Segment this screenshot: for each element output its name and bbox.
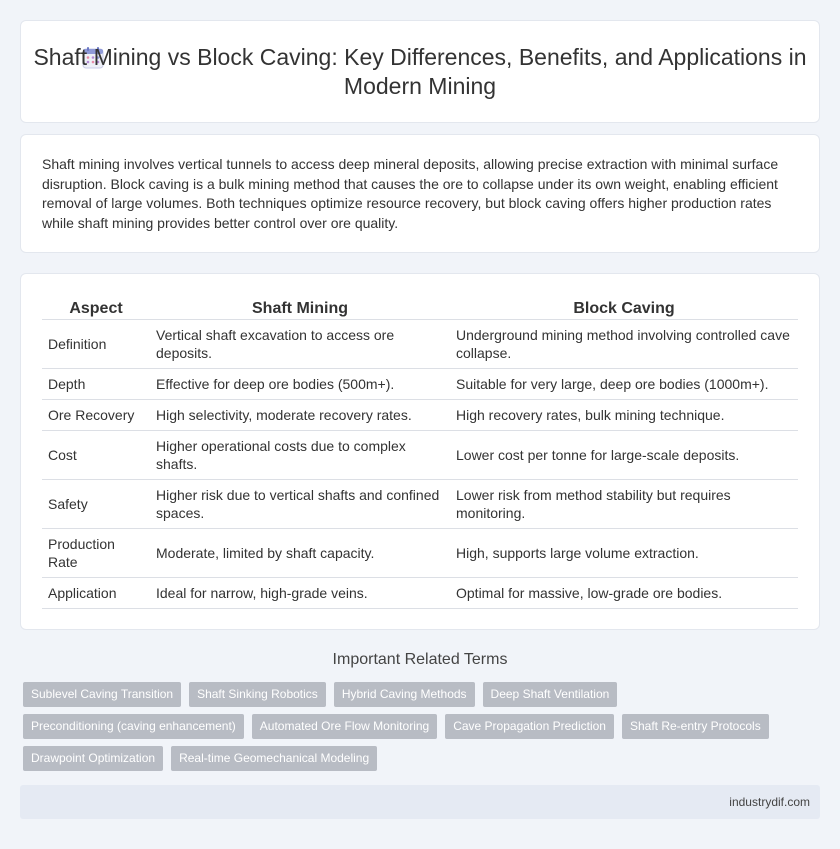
tag-sublevel-caving-transition[interactable]: Sublevel Caving Transition [23, 682, 181, 707]
table-row [42, 399, 798, 430]
cell-block-caving: Suitable for very large, deep ore bodies (1000m+). [450, 368, 798, 399]
cell-shaft-mining: High selectivity, moderate recovery rates. [150, 399, 450, 430]
comparison-card [20, 273, 820, 630]
cell-aspect: Definition [42, 319, 150, 368]
cell-shaft-mining: Moderate, limited by shaft capacity. [150, 528, 450, 577]
tag-shaft-sinking-robotics[interactable]: Shaft Sinking Robotics [189, 682, 326, 707]
tag-row [23, 682, 803, 714]
tag-preconditioning[interactable]: Preconditioning (caving enhancement) [23, 714, 244, 739]
footer-site-name: industrydif.com [729, 795, 810, 809]
cell-aspect: Cost [42, 430, 150, 479]
cell-aspect: Safety [42, 479, 150, 528]
tag-deep-shaft-ventilation[interactable]: Deep Shaft Ventilation [483, 682, 618, 707]
tag-row [23, 746, 803, 778]
cell-shaft-mining: Vertical shaft excavation to access ore deposits. [150, 319, 450, 368]
header-shaft-mining: Shaft Mining [252, 299, 348, 317]
tag-row [23, 714, 803, 746]
cell-shaft-mining: Ideal for narrow, high-grade veins. [150, 577, 450, 608]
intro-paragraph: Shaft mining involves vertical tunnels to access deep mineral deposits, allowing precise extraction with minimal surface disruption. Block caving is a bulk mining method that causes the ore to collapse under its own weight, enabling efficient removal of large volumes. Both techniques optimize resource recovery, but block caving offers higher production rates while shaft mining provides better control over ore quality. [42, 156, 779, 231]
comparison-table [42, 296, 798, 609]
table-row [42, 577, 798, 608]
cell-block-caving: High, supports large volume extraction. [450, 528, 798, 577]
cell-aspect: Production Rate [42, 528, 150, 577]
intro-card [20, 134, 820, 253]
cell-shaft-mining: Higher operational costs due to complex shafts. [150, 430, 450, 479]
cell-block-caving: High recovery rates, bulk mining technique. [450, 399, 798, 430]
table-row [42, 528, 798, 577]
cell-aspect: Application [42, 577, 150, 608]
tag-shaft-re-entry-protocols[interactable]: Shaft Re-entry Protocols [622, 714, 769, 739]
footer [20, 785, 820, 819]
tag-real-time-geomechanical-modeling[interactable]: Real-time Geomechanical Modeling [171, 746, 377, 771]
tag-drawpoint-optimization[interactable]: Drawpoint Optimization [23, 746, 163, 771]
tag-automated-ore-flow-monitoring[interactable]: Automated Ore Flow Monitoring [252, 714, 437, 739]
cell-aspect: Ore Recovery [42, 399, 150, 430]
header-aspect: Aspect [69, 299, 123, 317]
related-terms-heading: Important Related Terms [332, 651, 508, 668]
tag-cave-propagation-prediction[interactable]: Cave Propagation Prediction [445, 714, 614, 739]
cell-block-caving: Optimal for massive, low-grade ore bodies. [450, 577, 798, 608]
table-row [42, 479, 798, 528]
cell-block-caving: Underground mining method involving controlled cave collapse. [450, 319, 798, 368]
page-title: Shaft Mining vs Block Caving: Key Differences, Benefits, and Applications in Modern Mining [33, 44, 807, 99]
table-row [42, 319, 798, 368]
tag-hybrid-caving-methods[interactable]: Hybrid Caving Methods [334, 682, 475, 707]
table-row [42, 368, 798, 399]
table-header-row [42, 296, 798, 319]
table-row [42, 430, 798, 479]
cell-block-caving: Lower risk from method stability but requires monitoring. [450, 479, 798, 528]
title-card [20, 20, 820, 123]
cell-aspect: Depth [42, 368, 150, 399]
cell-shaft-mining: Higher risk due to vertical shafts and confined spaces. [150, 479, 450, 528]
header-block-caving: Block Caving [573, 299, 675, 317]
cell-block-caving: Lower cost per tonne for large-scale deposits. [450, 430, 798, 479]
cell-shaft-mining: Effective for deep ore bodies (500m+). [150, 368, 450, 399]
related-terms-list [23, 682, 803, 778]
